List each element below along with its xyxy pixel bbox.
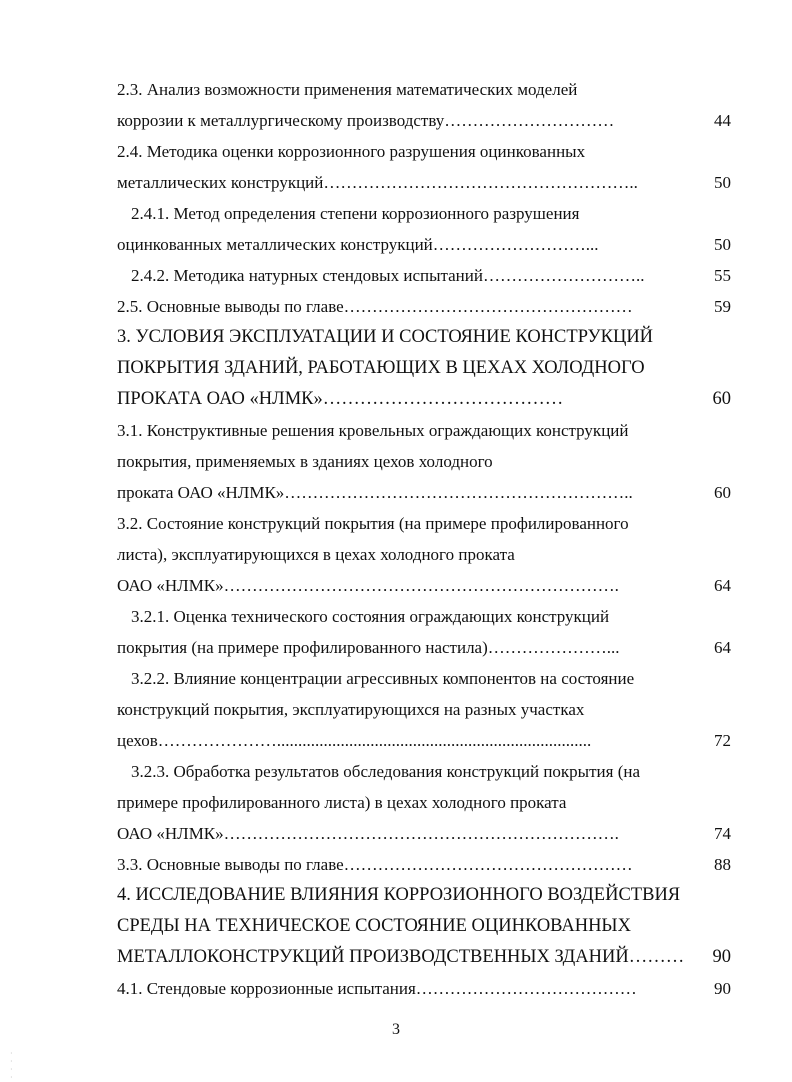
page-number: 3 [392,1021,400,1038]
toc-line-text: 3. УСЛОВИЯ ЭКСПЛУАТАЦИИ И СОСТОЯНИЕ КОНСТРУКЦИЙ [117,327,654,347]
toc-line [117,818,731,849]
toc-page-number: 74 [714,824,731,843]
toc-page-number: 50 [714,173,731,192]
toc-line-text: 3.2.1. Оценка технического состояния ограждающих конструкций [131,607,610,626]
scan-edge-marks: · · · · [10,1049,13,1082]
toc-line [117,384,731,415]
toc-line [117,725,731,756]
toc-line [117,849,731,880]
toc-page-number: 90 [712,947,731,967]
toc-line [117,973,731,1004]
toc-line-text: покрытия, применяемых в зданиях цехов холодного [117,452,493,471]
toc-line-text: ОАО «НЛМК»……………………………………………………………. [117,576,619,595]
toc-line [117,508,731,539]
toc-page-number: 55 [714,266,731,285]
toc-line [117,136,731,167]
toc-line [117,942,731,973]
toc-page-number: 64 [714,576,731,595]
toc-page-number: 44 [714,111,731,130]
toc-line-text: ПОКРЫТИЯ ЗДАНИЙ, РАБОТАЮЩИХ В ЦЕХАХ ХОЛОДНОГО [117,358,645,378]
toc-line [117,105,731,136]
toc-line-text: цехов………………….......................................................................... [117,731,592,750]
toc-line-text: металлических конструкций……………………………………………….. [117,173,638,192]
toc-line [117,291,731,322]
toc-page-number: 60 [712,389,731,409]
toc-page-number: 90 [714,979,731,998]
toc-line [117,167,731,198]
toc-line-text: 2.3. Анализ возможности применения математических моделей [117,80,578,99]
toc-page-number: 60 [714,483,731,502]
toc-line [117,198,731,229]
toc-line-text: 3.2.2. Влияние концентрации агрессивных компонентов на состояние [131,669,635,688]
toc-line-text: листа), эксплуатирующихся в цехах холодного проката [117,545,515,564]
toc-line [117,446,731,477]
toc-line [117,260,731,291]
toc-line-text: 4.1. Стендовые коррозионные испытания………………………………… [117,979,637,998]
toc-line [117,539,731,570]
toc-line-text: примере профилированного листа) в цехах холодного проката [117,793,567,812]
toc-line-text: проката ОАО «НЛМК»…………………………………………………….. [117,483,633,502]
toc-line [117,694,731,725]
toc-line [117,787,731,818]
toc-line [117,477,731,508]
toc-line [117,353,731,384]
toc-line-text: СРЕДЫ НА ТЕХНИЧЕСКОЕ СОСТОЯНИЕ ОЦИНКОВАННЫХ [117,916,631,936]
toc-line-text: ОАО «НЛМК»……………………………………………………………. [117,824,619,843]
toc-line [117,415,731,446]
toc-line [117,229,731,260]
toc-line-text: ПРОКАТА ОАО «НЛМК»………………………………… [117,389,564,409]
toc-page-number: 59 [714,297,731,316]
toc-line-text: 3.3. Основные выводы по главе…………………………………………… [117,855,633,874]
toc-line [117,570,731,601]
toc-line [117,632,731,663]
toc-line-text: 2.4. Методика оценки коррозионного разрушения оцинкованных [117,142,586,161]
toc-line-text: конструкций покрытия, эксплуатирующихся на разных участках [117,700,585,719]
toc-page-number: 88 [714,855,731,874]
toc-line-text: МЕТАЛЛОКОНСТРУКЦИЙ ПРОИЗВОДСТВЕННЫХ ЗДАНИЙ……… [117,947,685,967]
toc-line-text: покрытия (на примере профилированного настила)…………………... [117,638,620,657]
toc-line-text: 4. ИССЛЕДОВАНИЕ ВЛИЯНИЯ КОРРОЗИОННОГО ВОЗДЕЙСТВИЯ [117,885,681,905]
toc-line [117,880,731,911]
toc-line-text: 3.1. Конструктивные решения кровельных ограждающих конструкций [117,421,629,440]
toc-line-text: 2.4.1. Метод определения степени коррозионного разрушения [131,204,580,223]
toc-page-number: 72 [714,731,731,750]
toc-line-text: 2.4.2. Методика натурных стендовых испытаний……………………….. [131,266,645,285]
toc-line [117,74,731,105]
toc-line [117,663,731,694]
toc-line [117,322,731,353]
toc-page-number: 64 [714,638,731,657]
table-of-contents [117,74,731,1004]
toc-line [117,756,731,787]
toc-line-text: 2.5. Основные выводы по главе…………………………………………… [117,297,633,316]
toc-line [117,601,731,632]
toc-line-text: оцинкованных металлических конструкций………………………... [117,235,599,254]
toc-page-number: 50 [714,235,731,254]
toc-line-text: 3.2. Состояние конструкций покрытия (на примере профилированного [117,514,629,533]
toc-line-text: 3.2.3. Обработка результатов обследования конструкций покрытия (на [131,762,640,781]
toc-line [117,911,731,942]
toc-line-text: коррозии к металлургическому производству………………………… [117,111,615,130]
